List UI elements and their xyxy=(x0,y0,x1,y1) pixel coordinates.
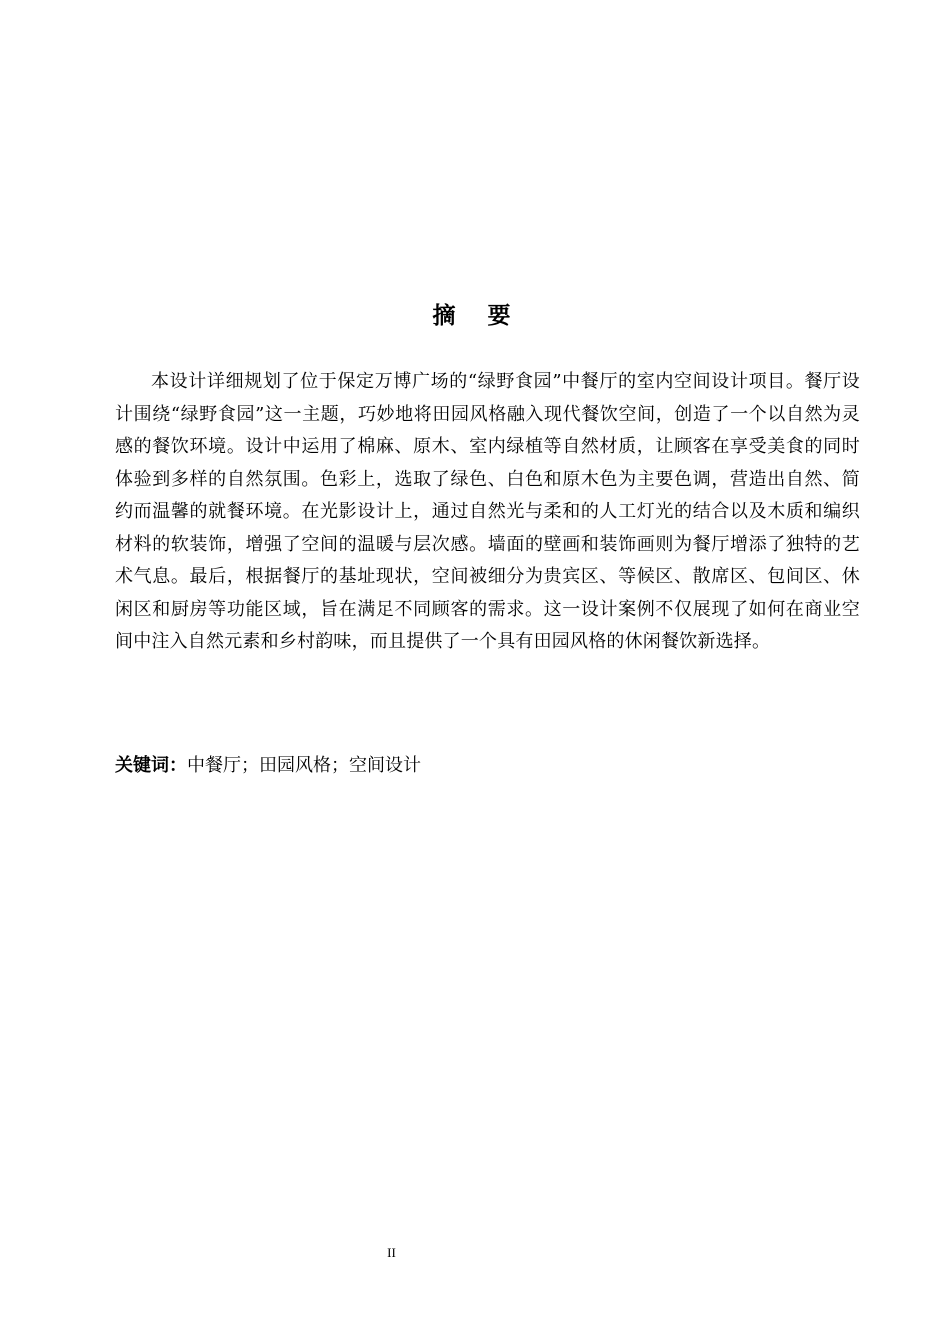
page-number: II xyxy=(387,1245,396,1260)
keywords-line xyxy=(115,750,860,782)
keywords-text: 中餐厅；田园风格；空间设计 xyxy=(187,755,421,776)
abstract-paragraph: 本设计详细规划了位于保定万博广场的“绿野食园”中餐厅的室内空间设计项目。餐厅设计围绕“绿野食园”这一主题，巧妙地将田园风格融入现代餐饮空间，创造了一个以自然为灵感的餐饮环境。设计中运用了棉麻、原木、室内绿植等自然材质，让顾客在享受美食的同时体验到多样的自然氛围。色彩上，选取了绿色、白色和原木色为主要色调，营造出自然、简约而温馨的就餐环境。在光影设计上，通过自然光与柔和的人工灯光的结合以及木质和编织材料的软装饰，增强了空间的温暖与层次感。墙面的壁画和装饰画则为餐厅增添了独特的艺术气息。最后，根据餐厅的基址现状，空间被细分为贵宾区、等候区、散席区、包间区、休闲区和厨房等功能区域，旨在满足不同顾客的需求。这一设计案例不仅展现了如何在商业空间中注入自然元素和乡村韵味，而且提供了一个具有田园风格的休闲餐饮新选择。 xyxy=(115,371,860,652)
keywords-label: 关键词： xyxy=(115,755,187,776)
abstract-heading: 摘要 xyxy=(432,303,543,329)
